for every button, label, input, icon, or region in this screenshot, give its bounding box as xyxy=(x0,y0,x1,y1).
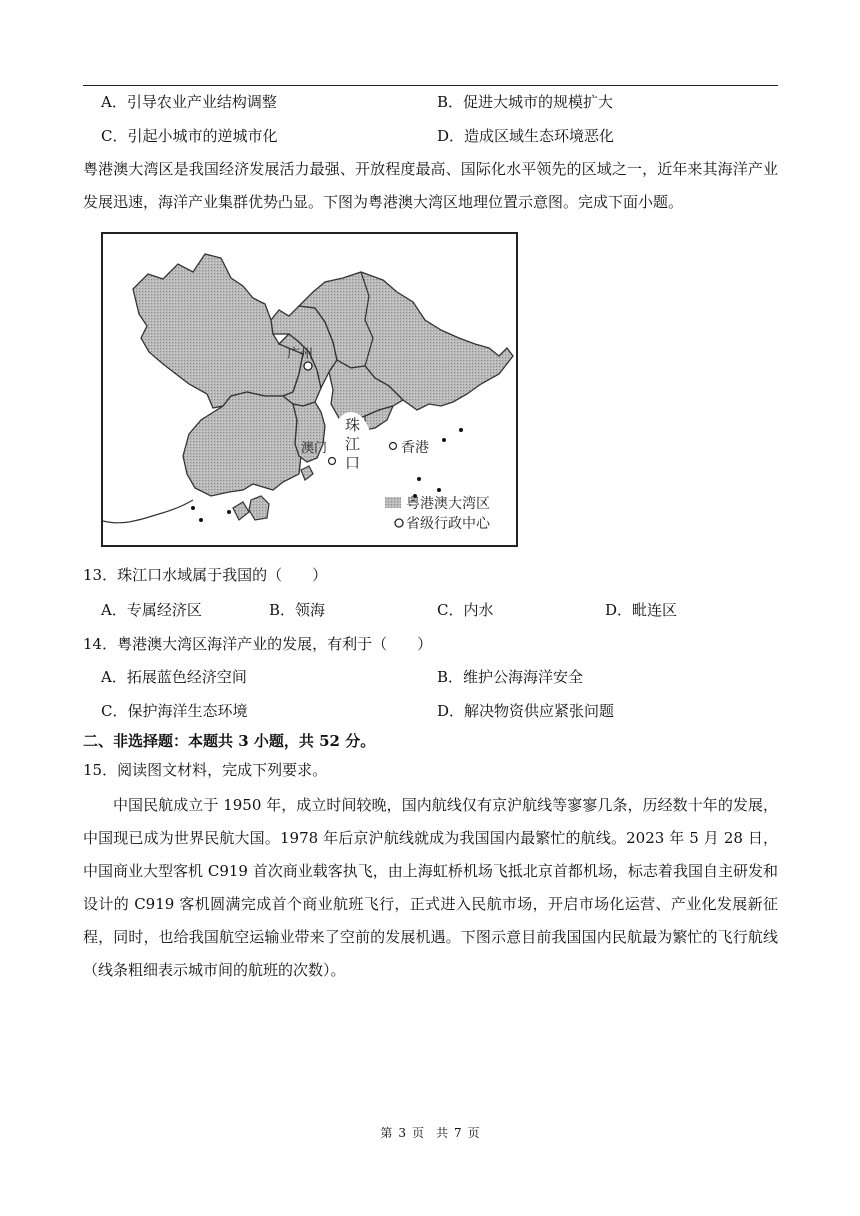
q12-option-b[interactable]: B．促进大城市的规模扩大 xyxy=(437,93,614,111)
q13-option-d[interactable]: D．毗连区 xyxy=(605,601,678,619)
footer-post: 页 xyxy=(467,1126,480,1140)
q12-option-d[interactable]: D．造成区域生态环境恶化 xyxy=(437,127,615,145)
q15-passage: 中国民航成立于 1950 年，成立时间较晚，国内航线仅有京沪航线等寥寥几条，历经数十年的发展，中国现已成为世界民航大国。1978 年后京沪航线就成为我国国内最繁忙的航线。2023 年 5 月 28 日，中国商业大型客机 C919 首次商业载客执飞，由上海虹桥机场飞抵北京首都机场，标志着我国自主研发和设计的 C919 客机圆满完成首个商业航班飞行，正式进入民航市场，开启市场化运营、产业化发展新征程，同时，也给我国航空运输业带来了空前的发展机遇。下图示意目前我国国内民航最为繁忙的飞行航线（线条粗细表示城市间的航班的次数）。 xyxy=(83,796,778,979)
q14-stem: 14．粤港澳大湾区海洋产业的发展，有利于（ ） xyxy=(83,635,433,653)
footer-mid: 页 共 xyxy=(411,1126,448,1140)
island-xiachuan xyxy=(233,502,249,520)
label-zhujiangkou-1: 珠 xyxy=(345,416,361,434)
label-zhujiangkou-2: 江 xyxy=(345,435,361,453)
island-shangchuan xyxy=(249,496,269,520)
q13-option-b[interactable]: B．领海 xyxy=(269,601,326,619)
coastline-west xyxy=(103,500,193,523)
marker-aomen xyxy=(329,458,336,465)
q13-stem: 13．珠江口水域属于我国的（ ） xyxy=(83,566,328,584)
footer-pre: 第 xyxy=(380,1126,393,1140)
legend-region-label: 粤港澳大湾区 xyxy=(406,496,490,512)
legend-region-swatch xyxy=(385,497,401,508)
footer-total-pages: 7 xyxy=(454,1126,462,1140)
q14-option-c[interactable]: C．保护海洋生态环境 xyxy=(101,702,248,720)
legend-capital-symbol xyxy=(395,519,403,527)
q14-option-b[interactable]: B．维护公海海洋安全 xyxy=(437,668,584,686)
q14-option-a[interactable]: A．拓展蓝色经济空间 xyxy=(101,668,247,686)
region-jiangmen xyxy=(183,392,301,496)
marker-xianggang xyxy=(390,443,397,450)
label-xianggang: 香港 xyxy=(401,440,429,456)
q13-option-c[interactable]: C．内水 xyxy=(437,601,494,619)
section-heading: 二、非选择题：本题共 3 小题，共 52 分。 xyxy=(83,732,376,750)
header-rule xyxy=(83,85,778,86)
q13-option-a[interactable]: A．专属经济区 xyxy=(101,601,202,619)
q12-option-c[interactable]: C．引起小城市的逆城市化 xyxy=(101,127,278,145)
label-guangzhou: 广州 xyxy=(287,347,314,362)
footer-page-number: 3 xyxy=(398,1126,406,1140)
page-footer xyxy=(0,1124,860,1141)
capital-marker-guangzhou xyxy=(304,362,312,370)
gba-intro-paragraph: 粤港澳大湾区是我国经济发展活力最强、开放程度最高、国际化水平领先的区域之一，近年来其海洋产业发展迅速，海洋产业集群优势凸显。下图为粤港澳大湾区地理位置示意图。完成下面小题。 xyxy=(83,160,778,211)
gba-location-map xyxy=(101,232,518,547)
legend-capital-label: 省级行政中心 xyxy=(406,516,490,532)
q14-option-d[interactable]: D．解决物资供应紧张问题 xyxy=(437,702,615,720)
label-zhujiangkou-3: 口 xyxy=(345,454,361,472)
map-svg xyxy=(103,234,516,545)
q12-option-a[interactable]: A．引导农业产业结构调整 xyxy=(101,93,277,111)
label-aomen: 澳门 xyxy=(301,441,328,456)
island-south xyxy=(301,466,313,480)
q15-stem: 15．阅读图文材料，完成下列要求。 xyxy=(83,761,328,779)
